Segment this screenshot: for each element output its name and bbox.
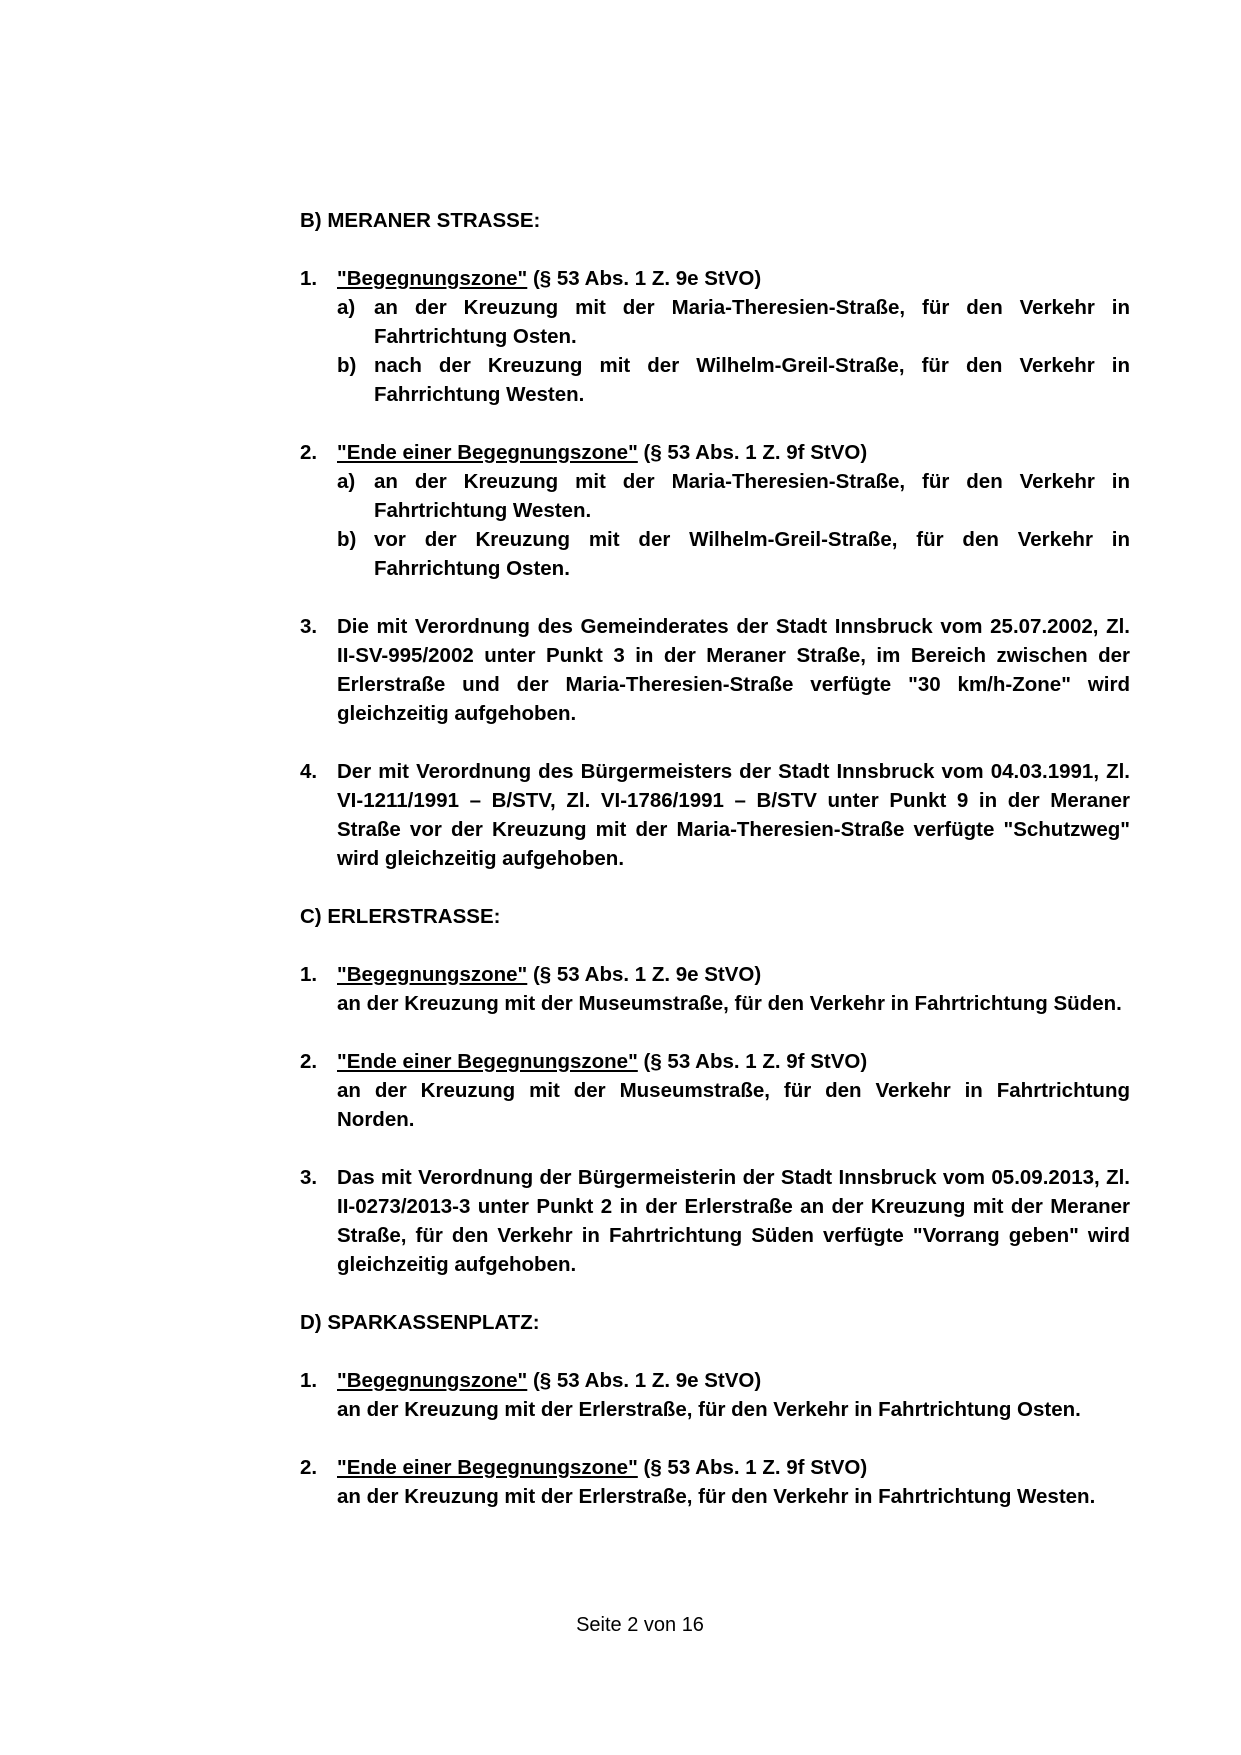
sub-item-letter: b): [337, 528, 357, 551]
item-number: 3.: [300, 615, 318, 638]
list-item: [300, 960, 1130, 1018]
item-text: Die mit Verordnung des Gemeinderates der Stadt Innsbruck vom 25.07.2002, Zl. II-SV-995/2002 unter Punkt 3 in der Meraner Straße, im Bereich zwischen der Erlerstraße und der Maria-Theresien-Straße verfügte "30 km/h-Zone" wird gleichzeitig aufgehoben.: [337, 615, 1130, 725]
list-item: [300, 1047, 1130, 1134]
item-body: [337, 1366, 1130, 1424]
item-body: [337, 1047, 1130, 1134]
item-body: [337, 1453, 1130, 1511]
item-number: 2.: [300, 441, 318, 464]
item-number: 3.: [300, 1166, 318, 1189]
legal-reference: (§ 53 Abs. 1 Z. 9f StVO): [637, 441, 868, 464]
list-item: [300, 1366, 1130, 1424]
item-text: an der Kreuzung mit der Erlerstraße, für den Verkehr in Fahrtrichtung Osten.: [337, 1398, 1081, 1421]
item-text: an der Kreuzung mit der Erlerstraße, für den Verkehr in Fahrtrichtung Westen.: [337, 1485, 1096, 1508]
list-item: [300, 1453, 1130, 1511]
legal-reference: (§ 53 Abs. 1 Z. 9e StVO): [527, 1369, 762, 1392]
item-text: an der Kreuzung mit der Museumstraße, für den Verkehr in Fahrtrichtung Norden.: [337, 1079, 1130, 1131]
page-number-footer: Seite 2 von 16: [576, 1614, 704, 1636]
sub-item-text: vor der Kreuzung mit der Wilhelm-Greil-Straße, für den Verkehr in Fahrrichtung Osten.: [374, 528, 1130, 580]
list-item: [300, 757, 1130, 873]
section-heading-meraner-strasse: B) MERANER STRASSE:: [300, 209, 541, 232]
sub-item-letter: a): [337, 470, 356, 493]
list-item: [300, 438, 1130, 583]
sub-item: [337, 467, 1130, 525]
traffic-sign-name: "Begegnungszone": [337, 1369, 528, 1392]
legal-reference: (§ 53 Abs. 1 Z. 9e StVO): [527, 963, 762, 986]
sub-item-text: an der Kreuzung mit der Maria-Theresien-Straße, für den Verkehr in Fahrtrichtung Osten.: [374, 296, 1130, 348]
sub-item-letter: b): [337, 354, 357, 377]
section-heading-erlerstrasse: C) ERLERSTRASSE:: [300, 905, 501, 928]
traffic-sign-name: "Begegnungszone": [337, 963, 528, 986]
page-content: [300, 206, 1130, 1540]
list-item: [300, 612, 1130, 728]
list-item: [300, 264, 1130, 409]
sub-item: [337, 293, 1130, 351]
item-text: Das mit Verordnung der Bürgermeisterin der Stadt Innsbruck vom 05.09.2013, Zl. II-0273/2013-3 unter Punkt 2 in der Erlerstraße an der Kreuzung mit der Meraner Straße, für den Verkehr in Fahrtrichtung Süden verfügte "Vorrang geben" wird gleichzeitig aufgehoben.: [337, 1166, 1130, 1276]
item-number: 1.: [300, 267, 318, 290]
traffic-sign-name: "Begegnungszone": [337, 267, 528, 290]
item-number: 2.: [300, 1456, 318, 1479]
sub-item: [337, 351, 1130, 409]
list-item: [300, 1163, 1130, 1279]
item-body: [337, 960, 1130, 1018]
sub-item-letter: a): [337, 296, 356, 319]
traffic-sign-name: "Ende einer Begegnungszone": [337, 1456, 638, 1479]
traffic-sign-name: "Ende einer Begegnungszone": [337, 441, 638, 464]
sub-item: [337, 525, 1130, 583]
legal-reference: (§ 53 Abs. 1 Z. 9f StVO): [637, 1050, 868, 1073]
section-heading-sparkassenplatz: D) SPARKASSENPLATZ:: [300, 1311, 540, 1334]
sub-item-text: nach der Kreuzung mit der Wilhelm-Greil-Straße, für den Verkehr in Fahrrichtung Westen.: [374, 354, 1130, 406]
legal-reference: (§ 53 Abs. 1 Z. 9f StVO): [637, 1456, 868, 1479]
item-number: 1.: [300, 963, 318, 986]
item-number: 2.: [300, 1050, 318, 1073]
item-body: [337, 438, 1130, 583]
item-text: Der mit Verordnung des Bürgermeisters der Stadt Innsbruck vom 04.03.1991, Zl. VI-1211/1991 – B/STV, Zl. VI-1786/1991 – B/STV unter Punkt 9 in der Meraner Straße vor der Kreuzung mit der Maria-Theresien-Straße verfügte "Schutzweg" wird gleichzeitig aufgehoben.: [337, 760, 1130, 870]
item-body: [337, 264, 1130, 409]
traffic-sign-name: "Ende einer Begegnungszone": [337, 1050, 638, 1073]
item-number: 4.: [300, 760, 318, 783]
legal-reference: (§ 53 Abs. 1 Z. 9e StVO): [527, 267, 762, 290]
item-number: 1.: [300, 1369, 318, 1392]
item-text: an der Kreuzung mit der Museumstraße, für den Verkehr in Fahrtrichtung Süden.: [337, 992, 1122, 1015]
sub-item-text: an der Kreuzung mit der Maria-Theresien-Straße, für den Verkehr in Fahrtrichtung Westen.: [374, 470, 1130, 522]
